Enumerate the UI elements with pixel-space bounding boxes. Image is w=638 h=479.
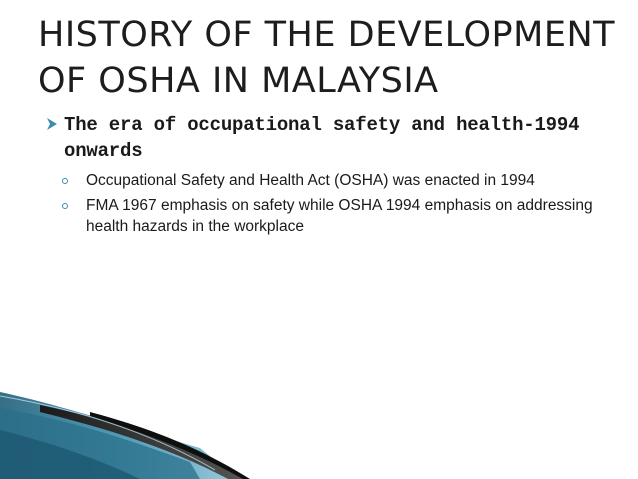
main-bullet-text: The era of occupational safety and health-1994 onwards xyxy=(64,114,580,162)
ring-bullet-icon xyxy=(62,203,68,209)
main-bullet xyxy=(46,112,616,164)
sub-bullet-text: FMA 1967 emphasis on safety while OSHA 1994 emphasis on addressing health hazards in the workplace xyxy=(86,197,593,235)
triangle-arrow-icon xyxy=(46,117,58,131)
slide-title-line-1: HISTORY OF THE DEVELOPMENT xyxy=(38,15,616,55)
sub-bullet-item xyxy=(46,195,616,237)
sub-bullet-item xyxy=(46,170,616,191)
sub-bullet-list xyxy=(46,170,616,237)
ring-bullet-icon xyxy=(62,178,68,184)
slide-content xyxy=(46,112,616,241)
sub-bullet-text: Occupational Safety and Health Act (OSHA) was enacted in 1994 xyxy=(86,172,535,189)
slide-title-line-2: OF OSHA IN MALAYSIA xyxy=(38,61,439,101)
slide-title xyxy=(38,12,628,104)
